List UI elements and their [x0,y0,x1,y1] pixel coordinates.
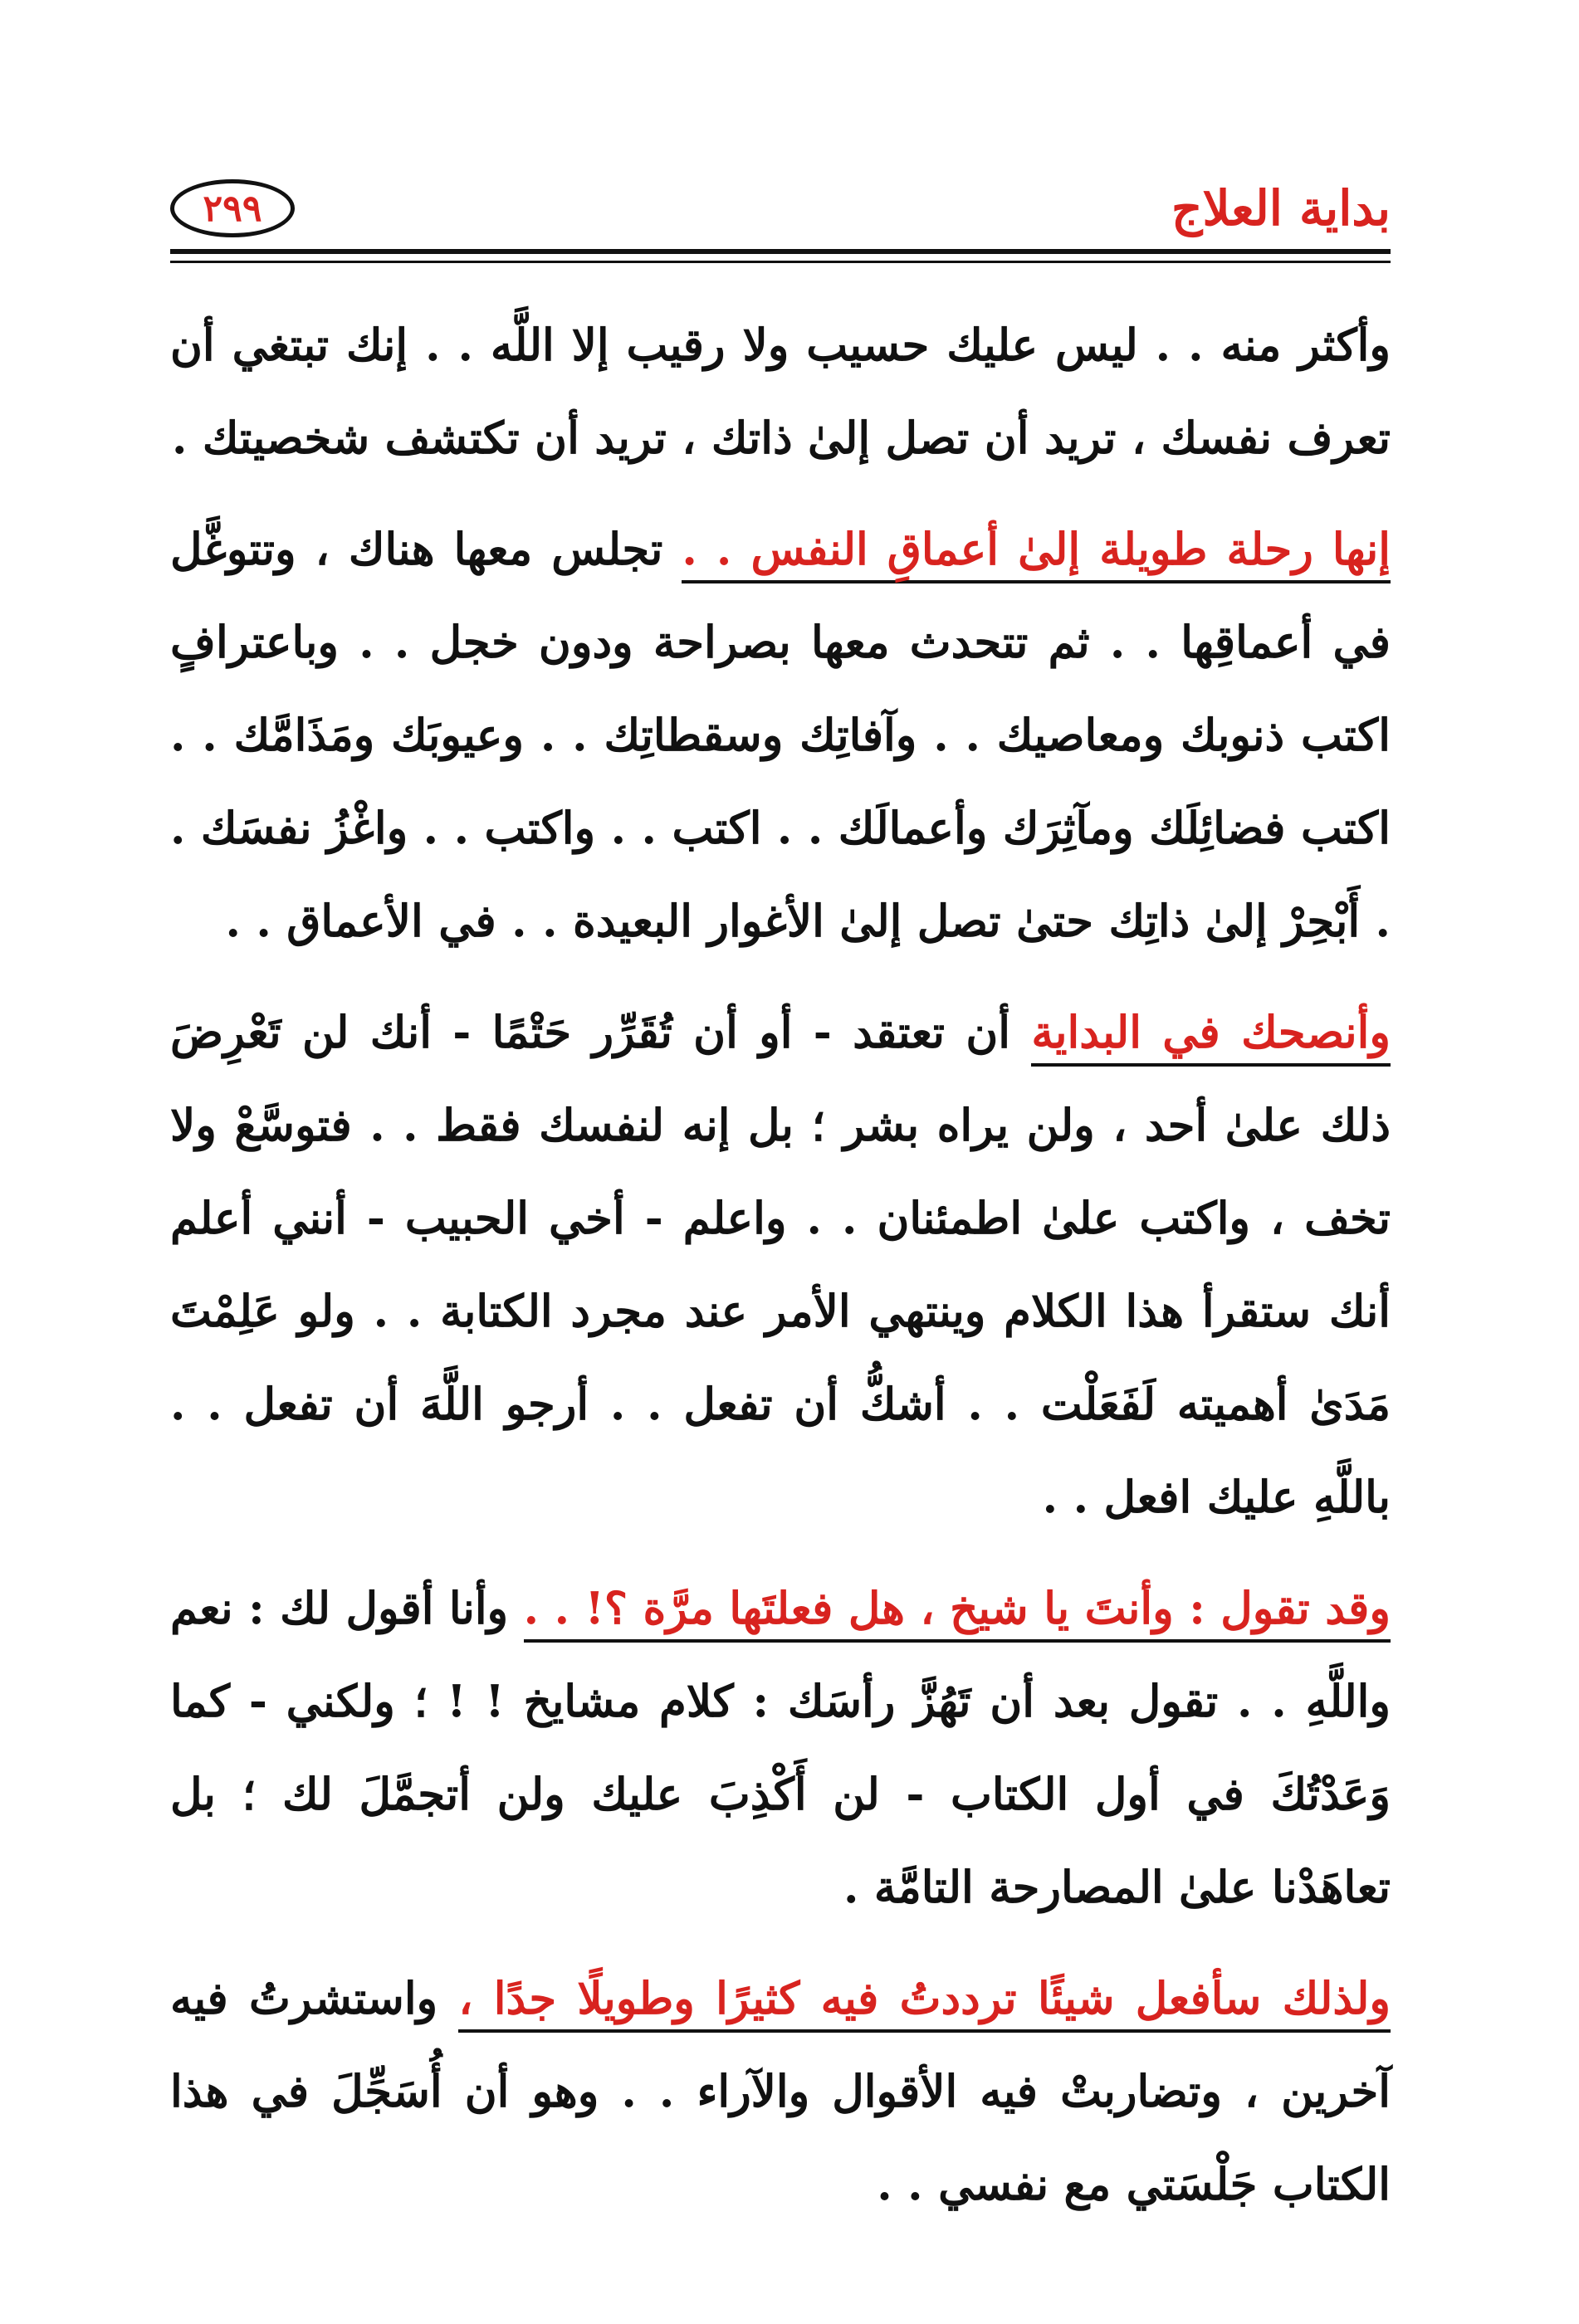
highlighted-phrase: إنها رحلة طويلة إلىٰ أعماقِ النفس . . [682,524,1391,583]
paragraph-text: تجلس معها هناك ، وتتوغَّل في أعماقِها . . ثم تتحدث معها بصراحة ودون خجل . . وباعترافٍ اكتب ذنوبك ومعاصيك . . وآفاتِك وسقطاتِك . . وعيوبَك ومَذَامَّك . . اكتب فضائِلَك ومآثِرَك وأعمالَك . . اكتب . . واكتب . . واغْزُ نفسَك . . أَبْحِرْ إلىٰ ذاتِك حتىٰ تصل إلىٰ الأغوار البعيدة . . في الأعماق . . [170,524,1391,947]
header-rule-thick [170,249,1391,254]
paragraph-text: واستشرتُ فيه آخرين ، وتضاربتْ فيه الأقوال والآراء . . وهو أن أُسَجِّلَ في هذا الكتاب جَلْسَتي مع نفسي . . [170,1973,1391,2210]
page-number: ٢٩٩ [170,179,295,237]
paragraph-text: وأكثر منه . . ليس عليك حسيب ولا رقيب إلا اللَّه . . إنك تبتغي أن تعرف نفسك ، تريد أن تصل إلىٰ ذاتك ، تريد أن تكتشف شخصيتك . [170,320,1391,464]
paragraph [170,299,1391,485]
header-rule-thin [170,261,1391,263]
page-header [170,174,1391,257]
paragraph [170,1562,1391,1934]
paragraph [170,503,1391,968]
chapter-title: بداية العلاج [1171,180,1391,237]
highlighted-phrase: وقد تقول : وأنتَ يا شيخ ، هل فعلتَها مرَّة ؟! . . [524,1583,1391,1643]
paragraph [170,1952,1391,2231]
paragraph-text: أن تعتقد - أو أن تُقَرِّر حَتْمًا - أنك لن تَعْرِضَ ذلك علىٰ أحد ، ولن يراه بشر ؛ بل إنه لنفسك فقط . . فتوسَّعْ ولا تخف ، واكتب علىٰ اطمئنان . . واعلم - أخي الحبيب - أنني أعلم أنك ستقرأ هذا الكلام وينتهي الأمر عند مجرد الكتابة . . ولو عَلِمْتَ مَدَىٰ أهميته لَفَعَلْت . . أشكُّ أن تفعل . . أرجو اللَّهَ أن تفعل . . باللَّهِ عليك افعل . . [170,1007,1391,1523]
highlighted-phrase: وأنصحك في البداية [1031,1007,1391,1067]
highlighted-phrase: ولذلك سأفعل شيئًا ترددتُ فيه كثيرًا وطويلًا جدًا ، [458,1973,1391,2033]
paragraph [170,986,1391,1544]
page-body [170,299,1391,2249]
paragraph-text: وأنا أقول لك : نعم واللَّهِ . . تقول بعد أن تَهُزَّ رأسَك : كلام مشايخ ! ! ؛ ولكني - كما وَعَدْتُكَ في أول الكتاب - لن أَكْذِبَ عليك ولن أتجمَّلَ لك ؛ بل تعاهَدْنا علىٰ المصارحة التامَّة . [170,1583,1391,1913]
